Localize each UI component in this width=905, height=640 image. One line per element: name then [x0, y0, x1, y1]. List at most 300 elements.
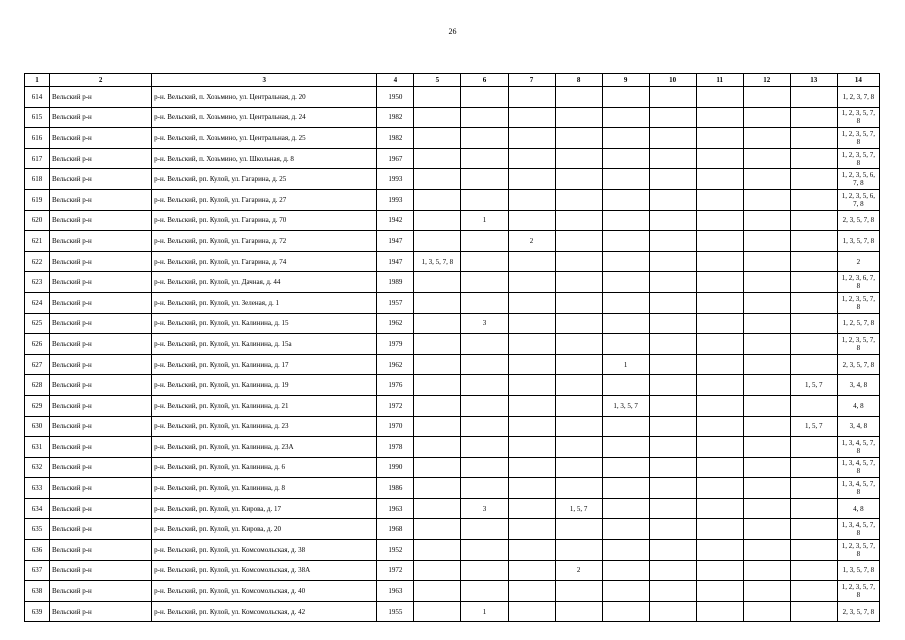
table-header-row — [25, 74, 880, 87]
col-13-cell — [790, 601, 837, 622]
col-12-cell — [743, 313, 790, 334]
col-9-cell — [602, 437, 649, 458]
col-12-cell — [743, 395, 790, 416]
col-7-cell — [508, 313, 555, 334]
col-6-cell — [461, 457, 508, 478]
col-6-cell — [461, 169, 508, 190]
col-10-cell — [649, 354, 696, 375]
col-13-cell — [790, 292, 837, 313]
col-9-cell — [602, 416, 649, 437]
col-11-cell — [696, 128, 743, 149]
col-7-cell: 2 — [508, 231, 555, 252]
table-row — [25, 169, 880, 190]
col-9-cell — [602, 251, 649, 272]
col-9-cell — [602, 334, 649, 355]
col-11-cell — [696, 601, 743, 622]
address-cell: р-н. Вельский, рп. Кулой, ул. Дачная, д. 44 — [152, 272, 377, 293]
col-9-cell — [602, 560, 649, 581]
address-cell: р-н. Вельский, рп. Кулой, ул. Гагарина, д. 70 — [152, 210, 377, 231]
col-6-cell — [461, 437, 508, 458]
col-10-cell — [649, 437, 696, 458]
col-9-cell: 1 — [602, 354, 649, 375]
row-number-cell: 622 — [25, 251, 50, 272]
district-cell: Вельский р-н — [50, 128, 152, 149]
col-5-cell — [414, 231, 461, 252]
col-10-cell — [649, 87, 696, 108]
row-number-cell: 630 — [25, 416, 50, 437]
col-8-cell — [555, 292, 602, 313]
col-8-cell — [555, 519, 602, 540]
year-cell: 1979 — [377, 334, 414, 355]
page-number: 26 — [448, 27, 457, 36]
col-9-cell — [602, 313, 649, 334]
col-6-cell — [461, 251, 508, 272]
col-6-cell — [461, 395, 508, 416]
col-5-cell — [414, 437, 461, 458]
year-cell: 1950 — [377, 87, 414, 108]
table-row — [25, 601, 880, 622]
col-12-cell — [743, 272, 790, 293]
district-cell: Вельский р-н — [50, 334, 152, 355]
table-row — [25, 437, 880, 458]
col-13-cell: 1, 5, 7 — [790, 375, 837, 396]
col-12-cell — [743, 581, 790, 602]
col-12-cell — [743, 437, 790, 458]
col-9-cell — [602, 87, 649, 108]
table-row — [25, 313, 880, 334]
row-number-cell: 631 — [25, 437, 50, 458]
row-number-cell: 623 — [25, 272, 50, 293]
table-row — [25, 128, 880, 149]
col-9-cell — [602, 581, 649, 602]
district-cell: Вельский р-н — [50, 581, 152, 602]
col-7-cell — [508, 148, 555, 169]
column-header-1: 1 — [25, 74, 50, 87]
col-13-cell — [790, 231, 837, 252]
col-14-cell: 3, 4, 8 — [837, 375, 879, 396]
col-14-cell: 1, 2, 3, 5, 7, 8 — [837, 148, 879, 169]
col-12-cell — [743, 231, 790, 252]
col-5-cell — [414, 292, 461, 313]
col-13-cell — [790, 457, 837, 478]
col-8-cell — [555, 601, 602, 622]
col-12-cell — [743, 560, 790, 581]
col-14-cell: 1, 2, 5, 7, 8 — [837, 313, 879, 334]
col-6-cell — [461, 478, 508, 499]
column-header-10: 10 — [649, 74, 696, 87]
district-cell: Вельский р-н — [50, 416, 152, 437]
col-13-cell — [790, 148, 837, 169]
col-14-cell: 1, 2, 3, 5, 7, 8 — [837, 581, 879, 602]
year-cell: 1963 — [377, 498, 414, 519]
col-11-cell — [696, 189, 743, 210]
col-6-cell — [461, 292, 508, 313]
col-11-cell — [696, 313, 743, 334]
col-12-cell — [743, 457, 790, 478]
district-cell: Вельский р-н — [50, 375, 152, 396]
col-10-cell — [649, 189, 696, 210]
col-10-cell — [649, 313, 696, 334]
col-14-cell: 1, 2, 3, 5, 7, 8 — [837, 128, 879, 149]
table-row — [25, 292, 880, 313]
col-6-cell — [461, 354, 508, 375]
col-11-cell — [696, 519, 743, 540]
col-7-cell — [508, 498, 555, 519]
col-6-cell: 3 — [461, 498, 508, 519]
col-14-cell: 1, 2, 3, 5, 7, 8 — [837, 292, 879, 313]
table-row — [25, 107, 880, 128]
col-5-cell — [414, 313, 461, 334]
col-8-cell — [555, 457, 602, 478]
col-6-cell: 1 — [461, 210, 508, 231]
col-11-cell — [696, 169, 743, 190]
column-header-2: 2 — [50, 74, 152, 87]
col-10-cell — [649, 581, 696, 602]
address-cell: р-н. Вельский, рп. Кулой, ул. Калинина, д. 15а — [152, 334, 377, 355]
col-13-cell — [790, 498, 837, 519]
table-row — [25, 189, 880, 210]
col-12-cell — [743, 189, 790, 210]
col-5-cell — [414, 416, 461, 437]
address-cell: р-н. Вельский, п. Хозьмино, ул. Центральная, д. 25 — [152, 128, 377, 149]
col-6-cell — [461, 107, 508, 128]
year-cell: 1963 — [377, 581, 414, 602]
col-11-cell — [696, 272, 743, 293]
col-11-cell — [696, 251, 743, 272]
year-cell: 1986 — [377, 478, 414, 499]
year-cell: 1970 — [377, 416, 414, 437]
district-cell: Вельский р-н — [50, 540, 152, 561]
col-10-cell — [649, 416, 696, 437]
col-13-cell — [790, 560, 837, 581]
address-cell: р-н. Вельский, рп. Кулой, ул. Комсомольская, д. 38 — [152, 540, 377, 561]
col-11-cell — [696, 292, 743, 313]
year-cell: 1982 — [377, 107, 414, 128]
row-number-cell: 634 — [25, 498, 50, 519]
col-5-cell — [414, 210, 461, 231]
district-cell: Вельский р-н — [50, 437, 152, 458]
col-7-cell — [508, 169, 555, 190]
row-number-cell: 628 — [25, 375, 50, 396]
col-8-cell — [555, 334, 602, 355]
col-12-cell — [743, 519, 790, 540]
col-6-cell — [461, 375, 508, 396]
col-6-cell — [461, 416, 508, 437]
col-13-cell — [790, 210, 837, 231]
district-cell: Вельский р-н — [50, 560, 152, 581]
address-cell: р-н. Вельский, рп. Кулой, ул. Кирова, д. 17 — [152, 498, 377, 519]
col-11-cell — [696, 560, 743, 581]
row-number-cell: 624 — [25, 292, 50, 313]
col-8-cell — [555, 128, 602, 149]
col-9-cell — [602, 128, 649, 149]
row-number-cell: 619 — [25, 189, 50, 210]
column-header-11: 11 — [696, 74, 743, 87]
column-header-4: 4 — [377, 74, 414, 87]
column-header-7: 7 — [508, 74, 555, 87]
col-6-cell — [461, 581, 508, 602]
col-6-cell: 3 — [461, 313, 508, 334]
row-number-cell: 618 — [25, 169, 50, 190]
col-7-cell — [508, 601, 555, 622]
address-cell: р-н. Вельский, рп. Кулой, ул. Калинина, д. 15 — [152, 313, 377, 334]
year-cell: 1993 — [377, 169, 414, 190]
district-cell: Вельский р-н — [50, 107, 152, 128]
col-14-cell: 1, 3, 5, 7, 8 — [837, 560, 879, 581]
col-7-cell — [508, 437, 555, 458]
col-11-cell — [696, 334, 743, 355]
table-row — [25, 540, 880, 561]
col-5-cell — [414, 128, 461, 149]
col-10-cell — [649, 519, 696, 540]
col-7-cell — [508, 292, 555, 313]
col-8-cell — [555, 189, 602, 210]
col-12-cell — [743, 601, 790, 622]
col-7-cell — [508, 395, 555, 416]
col-9-cell — [602, 457, 649, 478]
address-cell: р-н. Вельский, п. Хозьмино, ул. Школьная, д. 8 — [152, 148, 377, 169]
col-6-cell — [461, 560, 508, 581]
table-row — [25, 251, 880, 272]
address-cell: р-н. Вельский, рп. Кулой, ул. Кирова, д. 20 — [152, 519, 377, 540]
col-5-cell — [414, 601, 461, 622]
col-5-cell — [414, 457, 461, 478]
col-8-cell — [555, 540, 602, 561]
col-10-cell — [649, 292, 696, 313]
col-6-cell — [461, 519, 508, 540]
col-12-cell — [743, 107, 790, 128]
district-cell: Вельский р-н — [50, 148, 152, 169]
row-number-cell: 626 — [25, 334, 50, 355]
col-9-cell — [602, 107, 649, 128]
col-14-cell: 2, 3, 5, 7, 8 — [837, 354, 879, 375]
col-13-cell — [790, 272, 837, 293]
col-13-cell — [790, 313, 837, 334]
address-cell: р-н. Вельский, рп. Кулой, ул. Калинина, д. 8 — [152, 478, 377, 499]
col-13-cell — [790, 519, 837, 540]
col-6-cell — [461, 148, 508, 169]
col-10-cell — [649, 601, 696, 622]
district-cell: Вельский р-н — [50, 292, 152, 313]
year-cell: 1947 — [377, 251, 414, 272]
table-row — [25, 272, 880, 293]
district-cell: Вельский р-н — [50, 601, 152, 622]
year-cell: 1962 — [377, 313, 414, 334]
col-8-cell — [555, 395, 602, 416]
district-cell: Вельский р-н — [50, 272, 152, 293]
address-cell: р-н. Вельский, п. Хозьмино, ул. Центральная, д. 20 — [152, 87, 377, 108]
col-5-cell — [414, 169, 461, 190]
district-cell: Вельский р-н — [50, 498, 152, 519]
col-8-cell — [555, 375, 602, 396]
col-8-cell — [555, 87, 602, 108]
col-7-cell — [508, 87, 555, 108]
col-7-cell — [508, 251, 555, 272]
col-7-cell — [508, 560, 555, 581]
row-number-cell: 614 — [25, 87, 50, 108]
col-7-cell — [508, 210, 555, 231]
col-14-cell: 1, 3, 4, 5, 7, 8 — [837, 457, 879, 478]
col-11-cell — [696, 581, 743, 602]
table-row — [25, 334, 880, 355]
year-cell: 1976 — [377, 375, 414, 396]
year-cell: 1972 — [377, 560, 414, 581]
address-cell: р-н. Вельский, рп. Кулой, ул. Гагарина, д. 25 — [152, 169, 377, 190]
col-10-cell — [649, 334, 696, 355]
col-14-cell: 1, 2, 3, 5, 7, 8 — [837, 107, 879, 128]
year-cell: 1972 — [377, 395, 414, 416]
district-cell: Вельский р-н — [50, 189, 152, 210]
column-header-14: 14 — [837, 74, 879, 87]
address-cell: р-н. Вельский, рп. Кулой, ул. Комсомольская, д. 42 — [152, 601, 377, 622]
year-cell: 1962 — [377, 354, 414, 375]
col-11-cell — [696, 231, 743, 252]
year-cell: 1990 — [377, 457, 414, 478]
col-8-cell — [555, 478, 602, 499]
col-9-cell — [602, 148, 649, 169]
col-13-cell — [790, 334, 837, 355]
col-13-cell — [790, 478, 837, 499]
col-12-cell — [743, 87, 790, 108]
col-9-cell — [602, 210, 649, 231]
col-9-cell — [602, 169, 649, 190]
col-12-cell — [743, 210, 790, 231]
table-row — [25, 560, 880, 581]
col-11-cell — [696, 148, 743, 169]
table-row — [25, 210, 880, 231]
address-cell: р-н. Вельский, рп. Кулой, ул. Калинина, д. 19 — [152, 375, 377, 396]
column-header-12: 12 — [743, 74, 790, 87]
table-row — [25, 375, 880, 396]
col-11-cell — [696, 498, 743, 519]
col-7-cell — [508, 375, 555, 396]
col-11-cell — [696, 457, 743, 478]
col-8-cell — [555, 251, 602, 272]
address-cell: р-н. Вельский, п. Хозьмино, ул. Центральная, д. 24 — [152, 107, 377, 128]
row-number-cell: 627 — [25, 354, 50, 375]
col-6-cell — [461, 334, 508, 355]
address-cell: р-н. Вельский, рп. Кулой, ул. Гагарина, д. 74 — [152, 251, 377, 272]
col-8-cell: 2 — [555, 560, 602, 581]
col-7-cell — [508, 334, 555, 355]
address-cell: р-н. Вельский, рп. Кулой, ул. Калинина, д. 6 — [152, 457, 377, 478]
row-number-cell: 617 — [25, 148, 50, 169]
col-10-cell — [649, 128, 696, 149]
address-cell: р-н. Вельский, рп. Кулой, ул. Комсомольская, д. 38А — [152, 560, 377, 581]
col-8-cell — [555, 169, 602, 190]
col-10-cell — [649, 272, 696, 293]
col-6-cell — [461, 87, 508, 108]
col-11-cell — [696, 87, 743, 108]
col-12-cell — [743, 375, 790, 396]
col-8-cell — [555, 581, 602, 602]
col-14-cell: 4, 8 — [837, 498, 879, 519]
col-8-cell — [555, 354, 602, 375]
col-14-cell: 1, 3, 4, 5, 7, 8 — [837, 437, 879, 458]
col-14-cell: 1, 2, 3, 5, 7, 8 — [837, 334, 879, 355]
district-cell: Вельский р-н — [50, 210, 152, 231]
col-14-cell: 1, 3, 5, 7, 8 — [837, 231, 879, 252]
col-13-cell — [790, 189, 837, 210]
col-12-cell — [743, 334, 790, 355]
col-7-cell — [508, 416, 555, 437]
row-number-cell: 639 — [25, 601, 50, 622]
col-6-cell — [461, 128, 508, 149]
col-9-cell — [602, 519, 649, 540]
col-8-cell — [555, 148, 602, 169]
district-cell: Вельский р-н — [50, 457, 152, 478]
col-12-cell — [743, 148, 790, 169]
table-row — [25, 354, 880, 375]
col-8-cell: 1, 5, 7 — [555, 498, 602, 519]
col-12-cell — [743, 416, 790, 437]
col-14-cell: 1, 2, 3, 5, 6, 7, 8 — [837, 189, 879, 210]
row-number-cell: 632 — [25, 457, 50, 478]
column-header-8: 8 — [555, 74, 602, 87]
table-row — [25, 581, 880, 602]
col-5-cell — [414, 519, 461, 540]
col-13-cell — [790, 251, 837, 272]
col-13-cell — [790, 107, 837, 128]
row-number-cell: 620 — [25, 210, 50, 231]
row-number-cell: 629 — [25, 395, 50, 416]
col-9-cell — [602, 478, 649, 499]
year-cell: 1993 — [377, 189, 414, 210]
col-11-cell — [696, 437, 743, 458]
year-cell: 1978 — [377, 437, 414, 458]
col-9-cell: 1, 3, 5, 7 — [602, 395, 649, 416]
col-6-cell: 1 — [461, 601, 508, 622]
col-8-cell — [555, 107, 602, 128]
col-7-cell — [508, 354, 555, 375]
col-7-cell — [508, 478, 555, 499]
row-number-cell: 615 — [25, 107, 50, 128]
col-11-cell — [696, 354, 743, 375]
year-cell: 1982 — [377, 128, 414, 149]
col-11-cell — [696, 210, 743, 231]
col-11-cell — [696, 395, 743, 416]
col-9-cell — [602, 231, 649, 252]
col-9-cell — [602, 375, 649, 396]
year-cell: 1955 — [377, 601, 414, 622]
col-7-cell — [508, 581, 555, 602]
year-cell: 1942 — [377, 210, 414, 231]
col-10-cell — [649, 231, 696, 252]
column-header-13: 13 — [790, 74, 837, 87]
address-cell: р-н. Вельский, рп. Кулой, ул. Комсомольская, д. 40 — [152, 581, 377, 602]
col-9-cell — [602, 601, 649, 622]
col-7-cell — [508, 107, 555, 128]
col-13-cell — [790, 581, 837, 602]
col-8-cell — [555, 272, 602, 293]
year-cell: 1947 — [377, 231, 414, 252]
col-5-cell: 1, 3, 5, 7, 8 — [414, 251, 461, 272]
district-cell: Вельский р-н — [50, 169, 152, 190]
row-number-cell: 633 — [25, 478, 50, 499]
col-7-cell — [508, 272, 555, 293]
col-10-cell — [649, 478, 696, 499]
district-cell: Вельский р-н — [50, 519, 152, 540]
col-5-cell — [414, 540, 461, 561]
col-8-cell — [555, 416, 602, 437]
year-cell: 1957 — [377, 292, 414, 313]
col-13-cell — [790, 354, 837, 375]
district-cell: Вельский р-н — [50, 231, 152, 252]
column-header-9: 9 — [602, 74, 649, 87]
col-9-cell — [602, 189, 649, 210]
row-number-cell: 625 — [25, 313, 50, 334]
column-header-6: 6 — [461, 74, 508, 87]
